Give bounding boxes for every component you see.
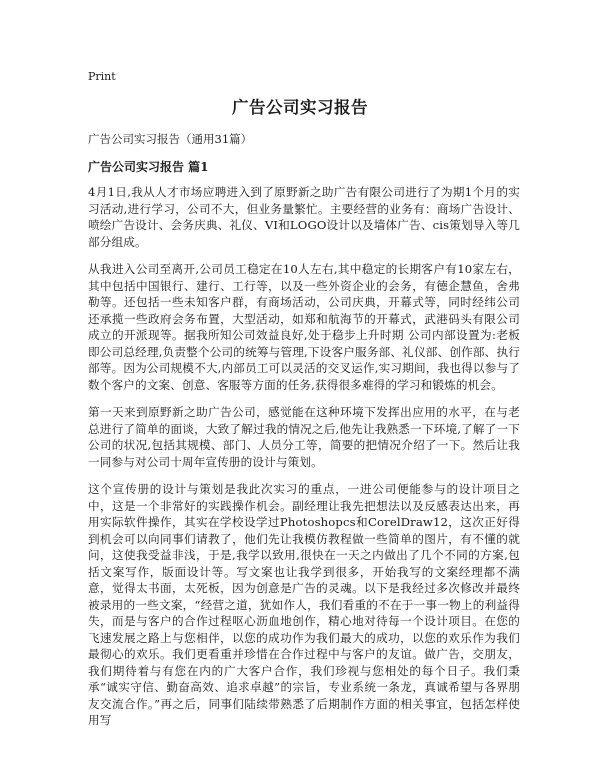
paragraph: 4月1日,我从人才市场应聘进入到了原野新之助广告有限公司进行了为期1个月的实习活动,进行学习，公司不大，但业务量繁忙。主要经营的业务有：商场广告设计、喷绘广告设计、会务庆典、礼仪、VI和LOGO设计以及墙体广告、cis策划导入等几部分组成。 xyxy=(88,185,520,249)
paragraph: 这个宣传册的设计与策划是我此次实习的重点，一进公司便能参与的设计项目之中，这是一个非常好的实践操作机会。副经理让我先把想法以及反感表达出来，再用实际软件操作，其实在学校设学过Photoshopcs和CorelDraw12，这次正好得到机会可以向同事们请教了，他们先让我模仿教程做一些简单的图片，有不懂的就问，这使我受益非浅，于是,我学以致用,很快在一天之内做出了几个不同的方案,包括文案写作，版面设计等。写文案也让我学到很多，开始我写的文案经理都不满意，觉得太书面，太死板，因为创意是广告的灵魂。以下是我经过多次修改并最终被录用的一些文案，“经营之道，犹如作人，我们看重的不在于一事一物上的利益得失，而是与客户的合作过程呕心沥血地创作，精心地对待每一个设计项目。在您的飞速发展之路上与您相伴，以您的成功作为我们最大的成功，以您的欢乐作为我们最彻心的欢乐。我们更看重并珍惜在合作过程中与客户的友谊。做广告，交朋友，我们期待着与有您在内的广大客户合作，我们珍视与您相处的每个日子。我们秉承“诚实守信、勤奋高效、追求卓越”的宗旨，专业系统一条龙，真诚希望与各界朋友交流合作。”再之后，同事们陆续带熟悉了后期制作方面的相关事宜，包括怎样使用写 xyxy=(88,482,520,727)
paragraph: 从我进入公司至离开,公司员工稳定在10人左右,其中稳定的长期客户有10家左右，其中包括中国银行、建行、工行等，以及一些外资企业的会务，有德企慧鱼，舍弗勒等。还包括一些未知客户群，有商场活动，公司庆典，开幕式等，同时经纬公司还承揽一些政府会务布置，大型活动，如郑和航海节的开幕式，武港码头有限公司成立的开派现等。据我所知公司效益良好,处于稳步上升时期 公司内部设置为:老板即公司总经理,负责整个公司的统筹与管理,下设客户服务部、礼仪部、创作部、执行部等。因为公司规模不大,内部员工可以灵活的交叉运作,实习期间，我也得以参与了数个客户的文案、创意、客服等方面的任务,获得很多难得的学习和锻炼的机会。 xyxy=(88,262,520,392)
section-heading: 广告公司实习报告 篇1 xyxy=(88,160,209,174)
print-link[interactable]: Print xyxy=(88,70,116,83)
article-body xyxy=(88,184,520,740)
page-title: 广告公司实习报告 xyxy=(232,98,368,117)
document-subtitle: 广告公司实习报告（通用31篇） xyxy=(88,132,253,146)
paragraph: 第一天来到原野新之助广告公司，感觉能在这种环境下发挥出应用的水平，在与老总进行了简单的面谈，大致了解过我的情况之后,他先让我熟悉一下环境,了解了一下公司的状况,包括其规模、部门、人员分工等，简要的把情况介绍了一下。然后让我一同参与对公司十周年宣传册的设计与策划。 xyxy=(88,405,520,469)
